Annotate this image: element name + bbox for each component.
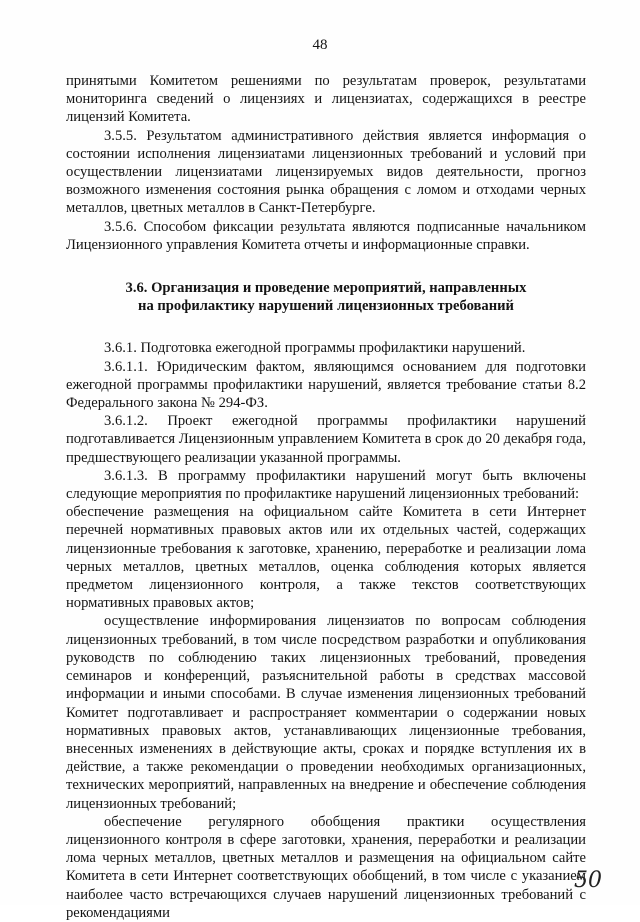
paragraph: 3.6.1.1. Юридическим фактом, являющимся основанием для подготовки ежегодной программы профилактики нарушений, является требование статьи 8.2 Федерального закона № 294-ФЗ. bbox=[66, 358, 586, 412]
section-heading-line: 3.6. Организация и проведение мероприятий, направленных bbox=[125, 280, 527, 297]
top-paragraphs bbox=[66, 72, 586, 254]
paragraph: принятыми Комитетом решениями по результатам проверок, результатами мониторинга сведений о лицензиях и лицензиатах, содержащихся в реестре лицензий Комитета. bbox=[66, 73, 586, 126]
paragraph: 3.6.1.2. Проект ежегодной программы профилактики нарушений подготавливается Лицензионным управлением Комитета в срок до 20 декабря года, предшествующего реализации указанной программы. bbox=[66, 413, 586, 466]
section-heading bbox=[66, 279, 586, 315]
paragraph: обеспечение размещения на официальном сайте Комитета в сети Интернет перечней нормативных правовых актов или их отдельных частей, содержащих лицензионные требования к заготовке, хранению, переработке и реализации лома черных металлов, цветных металлов, оценка соблюдения которых является предметом лицензионного контроля, а также текстов соответствующих нормативных правовых актов; bbox=[66, 504, 586, 612]
paragraph: 3.5.5. Результатом административного действия является информация о состоянии исполнения лицензиатами лицензионных требований и условий при осуществлении лицензиатами лицензируемых видов деятельности, прогноз возможного изменения состояния рынка обращения с ломом и отходами черных металлов, цветных металлов в Санкт-Петербурге. bbox=[66, 127, 586, 217]
document-body bbox=[66, 72, 586, 922]
paragraph: 3.6.1. Подготовка ежегодной программы профилактики нарушений. bbox=[104, 340, 526, 357]
section-heading-line: на профилактику нарушений лицензионных требований bbox=[138, 298, 514, 315]
handwritten-page-number: 50 bbox=[574, 868, 602, 893]
paragraph: 3.6.1.3. В программу профилактики нарушений могут быть включены следующие мероприятия по профилактике нарушений лицензионных требований: bbox=[66, 467, 586, 503]
paragraph: обеспечение регулярного обобщения практики осуществления лицензионного контроля в сфере заготовки, хранения, переработки и реализации лома черных металлов, цветных металлов и размещения на официальном сайте Комитета в сети Интернет соответствующих обобщений, в том числе с указанием наиболее часто встречающихся случаев нарушений лицензионных требований с рекомендациями bbox=[66, 813, 586, 921]
bottom-paragraphs bbox=[66, 339, 586, 922]
paragraph: осуществление информирования лицензиатов по вопросам соблюдения лицензионных требований, в том числе посредством разработки и опубликования руководств по соблюдению таких лицензионных требований, проведения семинаров и конференций, разъяснительной работы в средствах массовой информации и иными способами. В случае изменения лицензионных требований Комитет подготавливает и распространяет комментарии о содержании новых нормативных правовых актов, устанавливающих лицензионные требования, внесенных изменениях в действующие акты, сроках и порядке вступления их в действие, а также рекомендации о проведении необходимых организационных, технических мероприятий, направленных на внедрение и обеспечение соблюдения лицензионных требований; bbox=[66, 613, 586, 812]
page-number: 48 bbox=[312, 37, 328, 53]
paragraph: 3.5.6. Способом фиксации результата являются подписанные начальником Лицензионного управления Комитета отчеты и информационные справки. bbox=[66, 218, 586, 253]
